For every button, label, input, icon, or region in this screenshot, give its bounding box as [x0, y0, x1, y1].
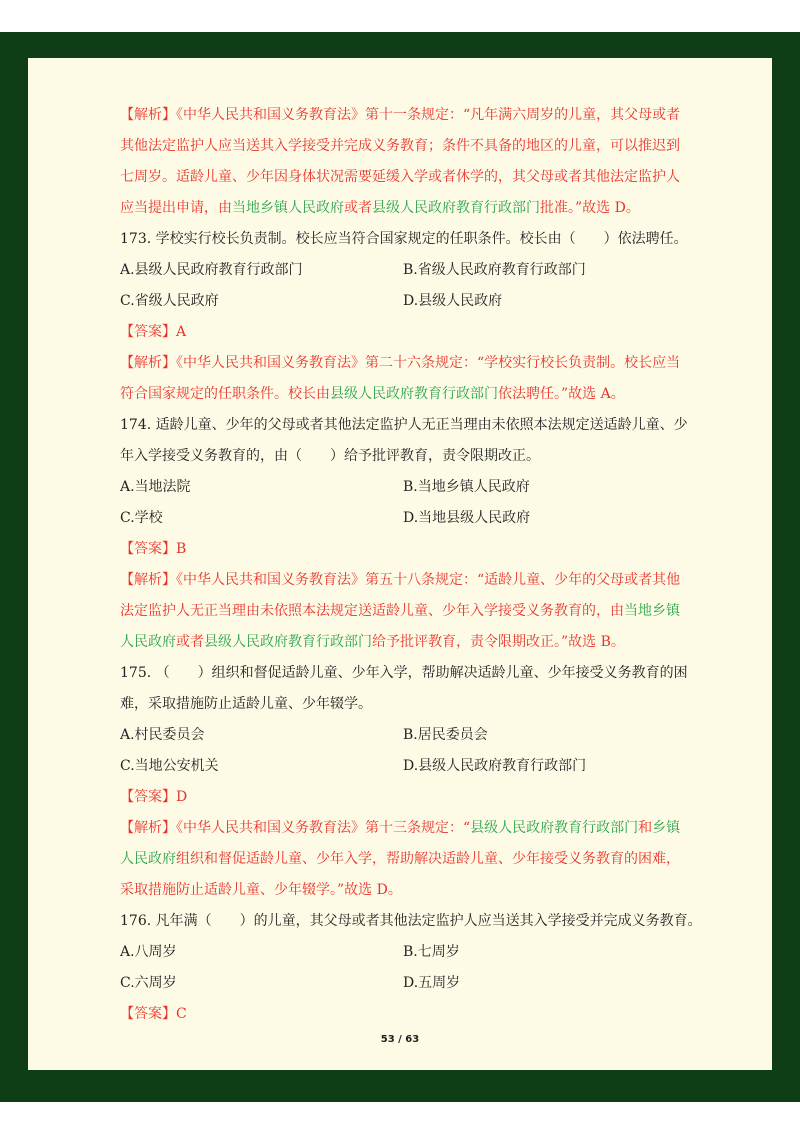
- analysis-line: [120, 193, 690, 224]
- question-stem: 173. 学校实行校长负责制。校长应当符合国家规定的任职条件。校长由（ ）依法聘任。: [120, 231, 688, 247]
- question-stem: 174. 适龄儿童、少年的父母或者其他法定监护人无正当理由未依照本法规定送适龄儿童、少: [120, 417, 688, 433]
- highlight-text: 人民政府: [120, 634, 176, 650]
- analysis-line: 其他法定监护人应当送其入学接受并完成义务教育；条件不具备的地区的儿童，可以推迟到: [120, 138, 680, 154]
- options-row: [120, 968, 690, 999]
- options-row: [120, 472, 690, 503]
- analysis-text: 【解析】《中华人民共和国义务教育法》第十三条规定：“: [120, 820, 471, 836]
- highlight-text: 县级人民政府教育行政部门: [330, 386, 498, 402]
- option-b: B.省级人民政府教育行政部门: [403, 262, 586, 278]
- analysis-text: 应当提出申请，由: [120, 200, 232, 216]
- option-a: A.村民委员会: [120, 727, 205, 743]
- option-a: A.八周岁: [120, 944, 177, 960]
- analysis-line: [120, 844, 690, 875]
- analysis-text: 组织和督促适龄儿童、少年入学，帮助解决适龄儿童、少年接受义务教育的困难，: [176, 851, 680, 867]
- options-row: [120, 286, 690, 317]
- analysis-text: 符合国家规定的任职条件。校长由: [120, 386, 330, 402]
- question-stem: 年入学接受义务教育的，由（ ）给予批评教育，责令限期改正。: [120, 448, 540, 464]
- analysis-line: 【解析】《中华人民共和国义务教育法》第二十六条规定：“学校实行校长负责制。校长应当: [120, 355, 681, 371]
- highlight-text: 人民政府: [120, 851, 176, 867]
- option-c: C.省级人民政府: [120, 293, 219, 309]
- highlight-text: 县级人民政府教育行政部门: [470, 820, 639, 836]
- analysis-text: 依法聘任。”故选 A。: [498, 386, 625, 402]
- analysis-line: 【解析】《中华人民共和国义务教育法》第五十八条规定：“适龄儿童、少年的父母或者其他: [120, 572, 681, 588]
- option-d: D.县级人民政府: [403, 293, 503, 309]
- option-d: D.五周岁: [403, 975, 461, 991]
- analysis-line: [120, 627, 690, 658]
- options-row: [120, 751, 690, 782]
- question-stem: 难，采取措施防止适龄儿童、少年辍学。: [120, 696, 372, 712]
- answer-label: 【答案】D: [120, 789, 188, 805]
- options-row: [120, 503, 690, 534]
- answer-label: 【答案】B: [120, 541, 187, 557]
- option-a: A.当地法院: [120, 479, 191, 495]
- options-row: [120, 937, 690, 968]
- question-stem: 176. 凡年满（ ）的儿童，其父母或者其他法定监护人应当送其入学接受并完成义务教育。: [120, 913, 702, 929]
- option-d: D.县级人民政府教育行政部门: [403, 758, 587, 774]
- options-row: [120, 255, 690, 286]
- analysis-line: 七周岁。适龄儿童、少年因身体状况需要延缓入学或者休学的，其父母或者其他法定监护人: [120, 169, 680, 185]
- option-d: D.当地县级人民政府: [403, 510, 531, 526]
- analysis-text: 或者: [176, 634, 204, 650]
- analysis-line: 采取措施防止适龄儿童、少年辍学。”故选 D。: [120, 882, 402, 898]
- analysis-text: 批准。”故选 D。: [540, 200, 640, 216]
- options-row: [120, 720, 690, 751]
- question-stem: 175. （ ）组织和督促适龄儿童、少年入学，帮助解决适龄儿童、少年接受义务教育的困: [120, 665, 688, 681]
- highlight-text: 当地乡镇人民政府: [232, 200, 344, 216]
- highlight-text: 当地乡镇: [624, 603, 680, 619]
- analysis-line: [120, 596, 690, 627]
- option-a: A.县级人民政府教育行政部门: [120, 262, 303, 278]
- analysis-text: 或者: [344, 200, 372, 216]
- analysis-line: [120, 379, 690, 410]
- highlight-text: 县级人民政府教育行政部门: [204, 634, 372, 650]
- option-c: C.六周岁: [120, 975, 177, 991]
- page-number: 53 / 63: [380, 1034, 420, 1045]
- highlight-text: 县级人民政府教育行政部门: [372, 200, 540, 216]
- option-b: B.当地乡镇人民政府: [403, 479, 530, 495]
- option-b: B.七周岁: [403, 944, 460, 960]
- option-c: C.学校: [120, 510, 163, 526]
- option-b: B.居民委员会: [403, 727, 488, 743]
- answer-label: 【答案】C: [120, 1006, 187, 1022]
- answer-label: 【答案】A: [120, 324, 187, 340]
- highlight-text: 乡镇: [652, 820, 681, 836]
- analysis-text: 法定监护人无正当理由未依照本法规定送适龄儿童、少年入学接受义务教育的，由: [120, 603, 624, 619]
- analysis-text: 给予批评教育，责令限期改正。”故选 B。: [372, 634, 625, 650]
- analysis-line: [120, 813, 690, 844]
- analysis-text: 和: [638, 820, 653, 836]
- option-c: C.当地公安机关: [120, 758, 219, 774]
- analysis-line: 【解析】《中华人民共和国义务教育法》第十一条规定：“凡年满六周岁的儿童，其父母或者: [120, 107, 681, 123]
- document-body: [120, 100, 702, 1030]
